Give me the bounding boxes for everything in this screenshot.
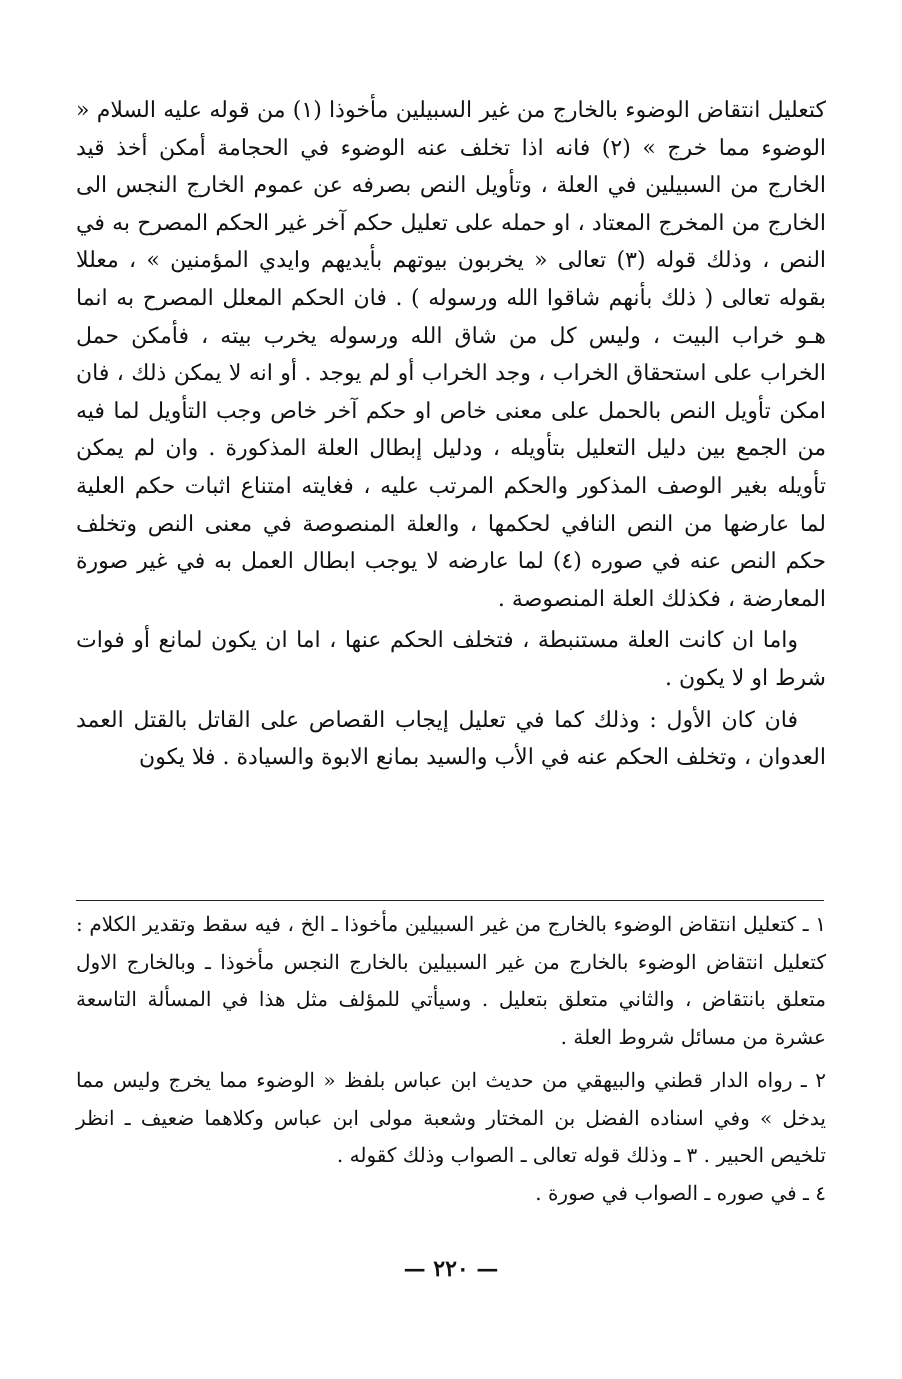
- paragraph-2: واما ان كانت العلة مستنبطة ، فتخلف الحكم عنها ، اما ان يكون لمانع أو فوات شرط او لا يكون .: [76, 628, 826, 691]
- page-number: — ٢٢٠ —: [403, 1256, 499, 1282]
- footnote-divider: [76, 900, 824, 901]
- footnote-4: ٤ ـ في صوره ـ الصواب في صورة .: [535, 1180, 826, 1205]
- footnote-2-3: ٢ ـ رواه الدار قطني والبيهقي من حديث ابن عباس بلفظ « الوضوء مما يخرج وليس مما يدخل » وفي اسناده الفضل بن المختار وشعبة مولى ابن عباس وكلاهما ضعيف ـ انظر تلخيص الحبير . ٣ ـ وذلك قوله تعالى ـ الصواب وذلك كقوله .: [76, 1068, 826, 1167]
- footnote-1: ١ ـ كتعليل انتقاض الوضوء بالخارج من غير السبيلين مأخوذا ـ الخ ، فيه سقط وتقدير الكلام : كتعليل انتقاض الوضوء بالخارج من غير السبيلين بالخارج النجس مأخوذا ـ وبالخارج الاول متعلق بانتقاض ، والثاني متعلق بتعليل . وسيأتي للمؤلف مثل هذا في المسألة التاسعة عشرة من مسائل شروط العلة .: [76, 912, 826, 1049]
- paragraph-1: كتعليل انتقاض الوضوء بالخارج من غير السبيلين مأخوذا (١) من قوله عليه السلام « الوضوء مما خرج » (٢) فانه اذا تخلف عنه الوضوء في الحجامة أمكن أخذ قيد الخارج من السبيلين في العلة ، وتأويل النص بصرفه عن عموم الخارج النجس الى الخارج من المخرج المعتاد ، او حمله على تعليل حكم آخر غير الحكم المصرح به في النص ، وذلك قوله (٣) تعالى « يخربون بيوتهم بأيديهم وايدي المؤمنين » ، معللا بقوله تعالى ( ذلك بأنهم شاقوا الله ورسوله ) . فان الحكم المعلل المصرح به انما هـو خراب البيت ، وليس كل من شاق الله ورسوله يخرب بيته ، فأمكن حمل الخراب على استحقاق الخراب ، وجد الخراب أو لم يوجد . أو انه لا يمكن ذلك ، فان امكن تأويل النص بالحمل على معنى خاص او حكم آخر خاص وجب التأويل لما فيه من الجمع بين دليل التعليل بتأويله ، ودليل إبطال العلة المذكورة . وان لم يمكن تأويله بغير الوصف المذكور والحكم المرتب عليه ، فغايته امتناع اثبات حكم العلية لما عارضها من النص النافي لحكمها ، والعلة المنصوصة في معنى النص وتخلف حكم النص عنه في صوره (٤) لما عارضه لا يوجب ابطال العمل به في غير صورة المعارضة ، فكذلك العلة المنصوصة .: [76, 98, 827, 612]
- paragraph-3: فان كان الأول : وذلك كما في تعليل إيجاب القصاص على القاتل بالقتل العمد العدوان ، وتخلف الحكم عنه في الأب والسيد بمانع الابوة والسيادة . فلا يكون: [76, 707, 826, 771]
- main-text: [76, 92, 826, 777]
- footnotes: [76, 906, 826, 1212]
